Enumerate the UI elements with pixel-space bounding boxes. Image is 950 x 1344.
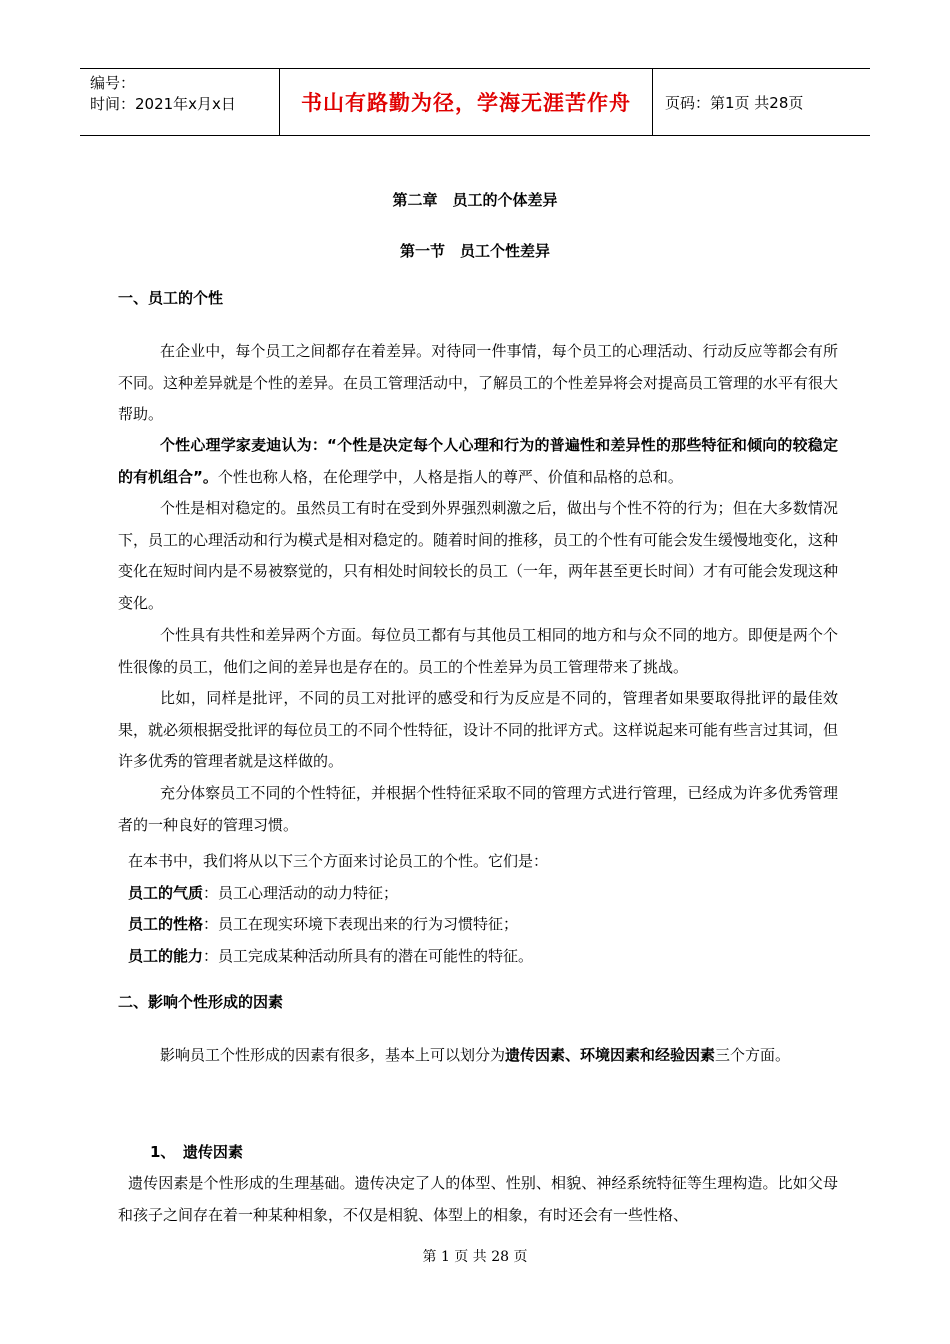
list-item — [128, 878, 838, 910]
heading-employee-personality: 一、员工的个性 — [118, 289, 224, 307]
header-page-info: 页码：第1页 共28页 — [665, 93, 804, 112]
paragraph-5: 比如，同样是批评，不同的员工对批评的感受和行为反应是不同的，管理者如果要取得批评的最佳效果，就必须根据受批评的每位员工的不同个性特征，设计不同的批评方式。这样说起来可能有些言过其词，但许多优秀的管理者就是这样做的。 — [118, 689, 839, 770]
header-motto: 书山有路勤为径，学海无涯苦作舟 — [301, 91, 631, 115]
paragraph-6: 充分体察员工不同的个性特征，并根据个性特征采取不同的管理方式进行管理，已经成为许多优秀管理者的一种良好的管理习惯。 — [118, 784, 838, 834]
paragraph-3: 个性是相对稳定的。虽然员工有时在受到外界强烈刺激之后，做出与个性不符的行为；但在大多数情况下，员工的心理活动和行为模式是相对稳定的。随着时间的推移，员工的个性有可能会发生缓慢地变化，这种变化在短时间内是不易被察觉的，只有相处时间较长的员工（一年，两年甚至更长时间）才有可能会发现这种变化。 — [118, 499, 839, 612]
list-item — [128, 909, 838, 941]
paragraph-2 — [118, 430, 838, 493]
heading-personality-factors: 二、影响个性形成的因素 — [118, 993, 284, 1011]
header-motto-cell — [280, 69, 653, 135]
paragraph-8-start: 影响员工个性形成的因素有很多，基本上可以划分为 — [160, 1046, 506, 1064]
page-footer: 第 1 页 共 28 页 — [422, 1249, 528, 1265]
paragraph-7: 在本书中，我们将从以下三个方面来讨论员工的个性。它们是： — [128, 852, 549, 870]
page-header — [80, 68, 870, 136]
paragraph-8-factors: 遗传因素、环境因素和经验因素 — [505, 1046, 716, 1064]
paragraph-8 — [118, 1040, 838, 1072]
paragraph-1: 在企业中，每个员工之间都存在着差异。对待同一件事情，每个员工的心理活动、行动反应等都会有所不同。这种差异就是个性的差异。在员工管理活动中，了解员工的个性差异将会对提高员工管理的水平有很大帮助。 — [118, 342, 839, 423]
paragraph-2-rest: 个性也称人格，在伦理学中，人格是指人的尊严、价值和品格的总和。 — [217, 467, 683, 486]
list-term: 员工的能力 — [128, 947, 204, 965]
subheading-heredity: 1、 遗传因素 — [150, 1143, 243, 1161]
section-title: 第一节 员工个性差异 — [399, 242, 550, 260]
quote-definition: 个性心理学家麦迪认为：“个性是决定每个人心理和行为的普遍性和差异性的那些特征和倾向的较稳定的有机组合”。 — [118, 436, 838, 486]
list-desc: ：员工完成某种活动所具有的潜在可能性的特征。 — [203, 947, 534, 965]
chapter-title: 第二章 员工的个体差异 — [392, 191, 558, 209]
paragraph-8-end: 三个方面。 — [715, 1046, 791, 1064]
list-desc: ：员工心理活动的动力特征； — [203, 884, 399, 902]
paragraph-9: 遗传因素是个性形成的生理基础。遗传决定了人的体型、性别、相貌、神经系统特征等生理构造。比如父母和孩子之间存在着一种某种相象，不仅是相貌、体型上的相象，有时还会有一些性格、 — [118, 1174, 838, 1224]
document-date-label: 时间：2021年x月x日 — [90, 95, 236, 113]
list-term: 员工的性格 — [128, 915, 204, 933]
header-meta — [80, 69, 280, 135]
list-item — [128, 941, 838, 973]
list-desc: ：员工在现实环境下表现出来的行为习惯特征； — [203, 915, 519, 933]
list-term: 员工的气质 — [128, 884, 204, 902]
paragraph-4: 个性具有共性和差异两个方面。每位员工都有与其他员工相同的地方和与众不同的地方。即便是两个个性很像的员工，他们之间的差异也是存在的。员工的个性差异为员工管理带来了挑战。 — [118, 626, 838, 676]
document-number-label: 编号： — [90, 74, 136, 92]
